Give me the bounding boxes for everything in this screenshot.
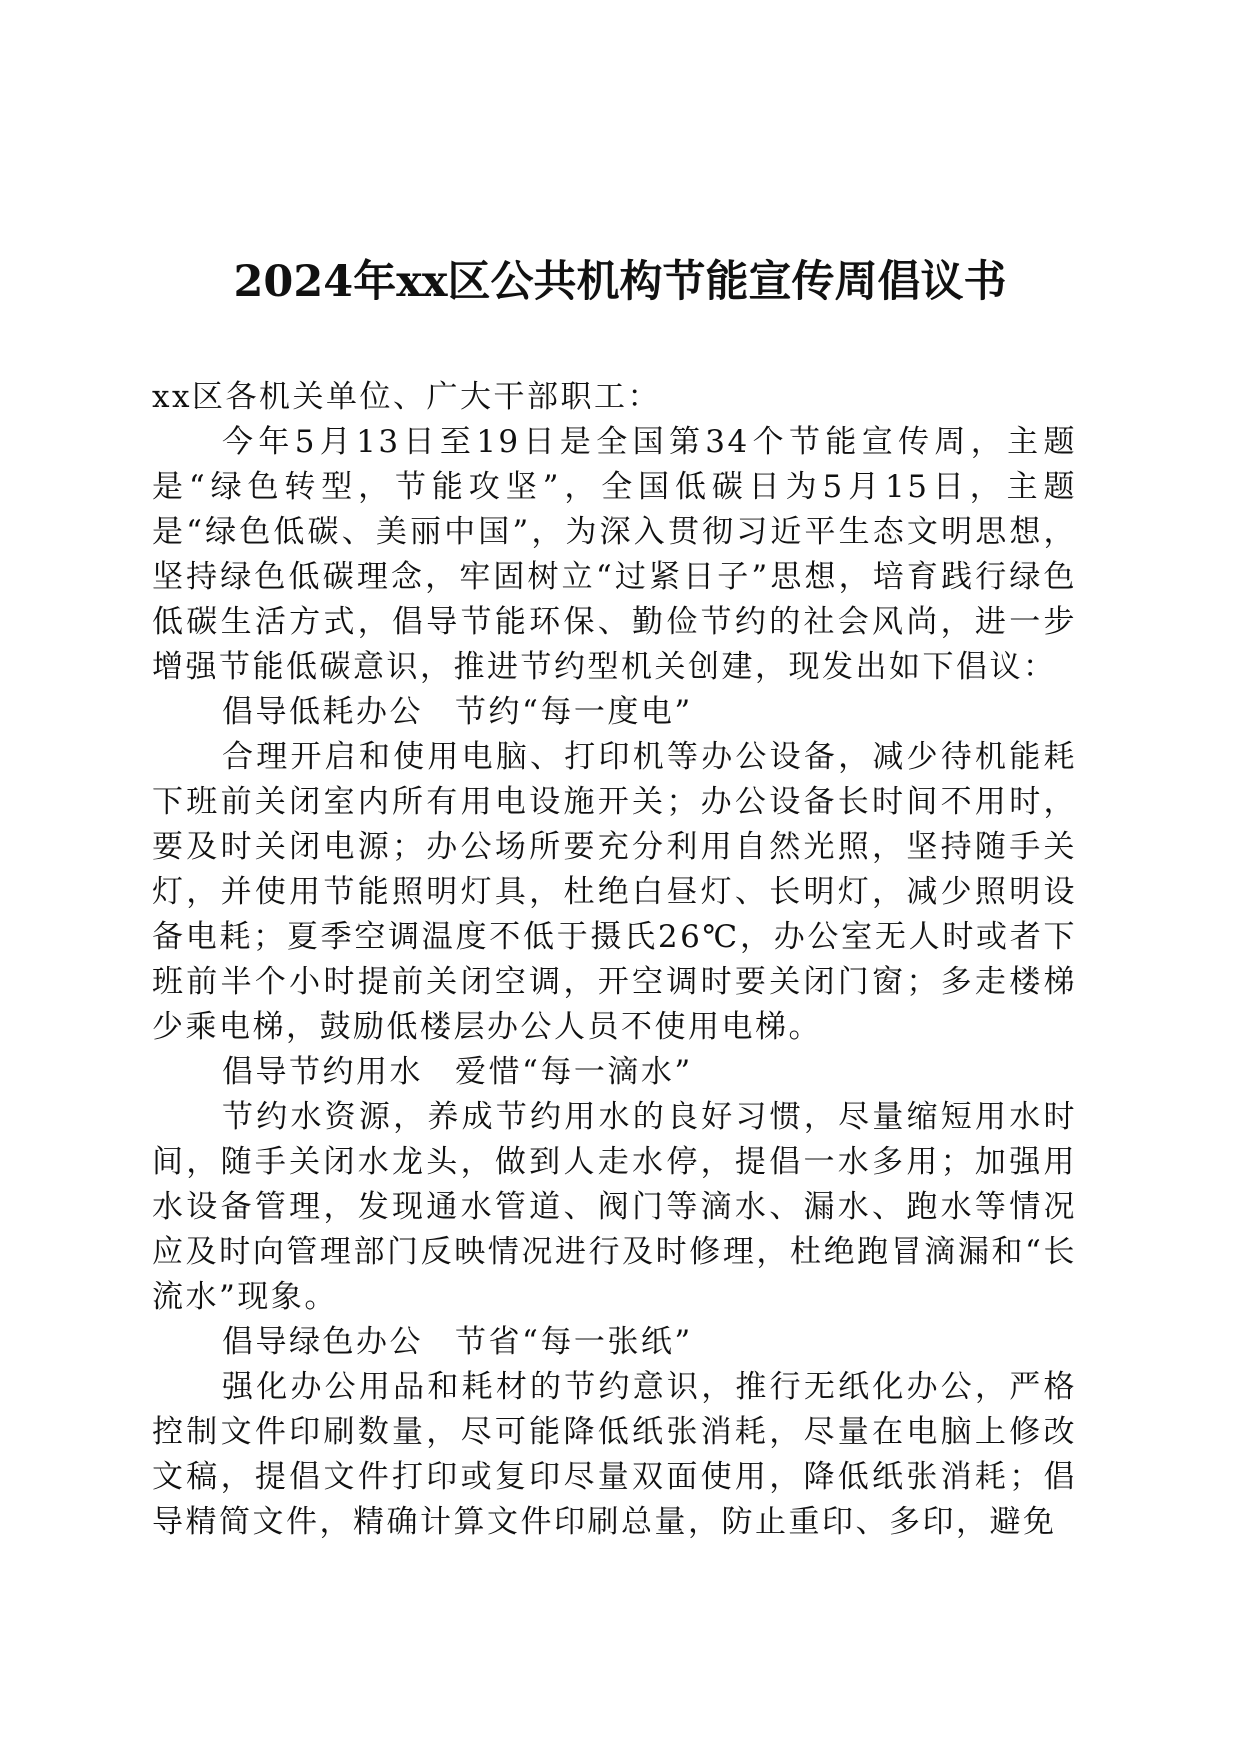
- section-text-electricity: 合理开启和使用电脑、打印机等办公设备，减少待机能耗下班前关闭室内所有用电设施开关；办公设备长时间不用时，要及时关闭电源；办公场所要充分利用自然光照，坚持随手关灯，并使用节能照明灯具，杜绝白昼灯、长明灯，减少照明设备电耗；夏季空调温度不低于摄氏26℃，办公室无人时或者下班前半个小时提前关闭空调，开空调时要关闭门窗；多走楼梯少乘电梯，鼓励低楼层办公人员不使用电梯。: [152, 739, 1077, 1045]
- salutation: xx区各机关单位、广大干部职工：: [152, 379, 661, 415]
- section-heading-water: [152, 1050, 1077, 1095]
- section-heading-right: 节省“每一张纸”: [455, 1324, 693, 1360]
- section-heading-electricity: [152, 690, 1077, 735]
- intro-paragraph: 今年5月13日至19日是全国第34个节能宣传周，主题是“绿色转型，节能攻坚”，全国低碳日为5月15日，主题是“绿色低碳、美丽中国”，为深入贯彻习近平生态文明思想，坚持绿色低碳理念，牢固树立“过紧日子”思想，培育践行绿色低碳生活方式，倡导节能环保、勤俭节约的社会风尚，进一步增强节能低碳意识，推进节约型机关创建，现发出如下倡议：: [152, 424, 1077, 685]
- document-body: [152, 375, 1077, 1545]
- section-heading-left: 倡导绿色办公: [222, 1324, 423, 1360]
- section-heading-left: 倡导低耗办公: [222, 694, 423, 730]
- section-heading-right: 节约“每一度电”: [455, 694, 693, 730]
- section-heading-right: 爱惜“每一滴水”: [455, 1054, 693, 1090]
- document-title: 2024年xx区公共机构节能宣传周倡议书: [233, 257, 1007, 307]
- section-text-paper: 强化办公用品和耗材的节约意识，推行无纸化办公，严格控制文件印刷数量，尽可能降低纸张消耗，尽量在电脑上修改文稿，提倡文件打印或复印尽量双面使用，降低纸张消耗；倡导精简文件，精确计算文件印刷总量，防止重印、多印，避免: [152, 1369, 1077, 1540]
- section-heading-left: 倡导节约用水: [222, 1054, 423, 1090]
- section-text-water: 节约水资源，养成节约用水的良好习惯，尽量缩短用水时间，随手关闭水龙头，做到人走水停，提倡一水多用；加强用水设备管理，发现通水管道、阀门等滴水、漏水、跑水等情况应及时向管理部门反映情况进行及时修理，杜绝跑冒滴漏和“长流水”现象。: [152, 1099, 1077, 1315]
- section-heading-paper: [152, 1320, 1077, 1365]
